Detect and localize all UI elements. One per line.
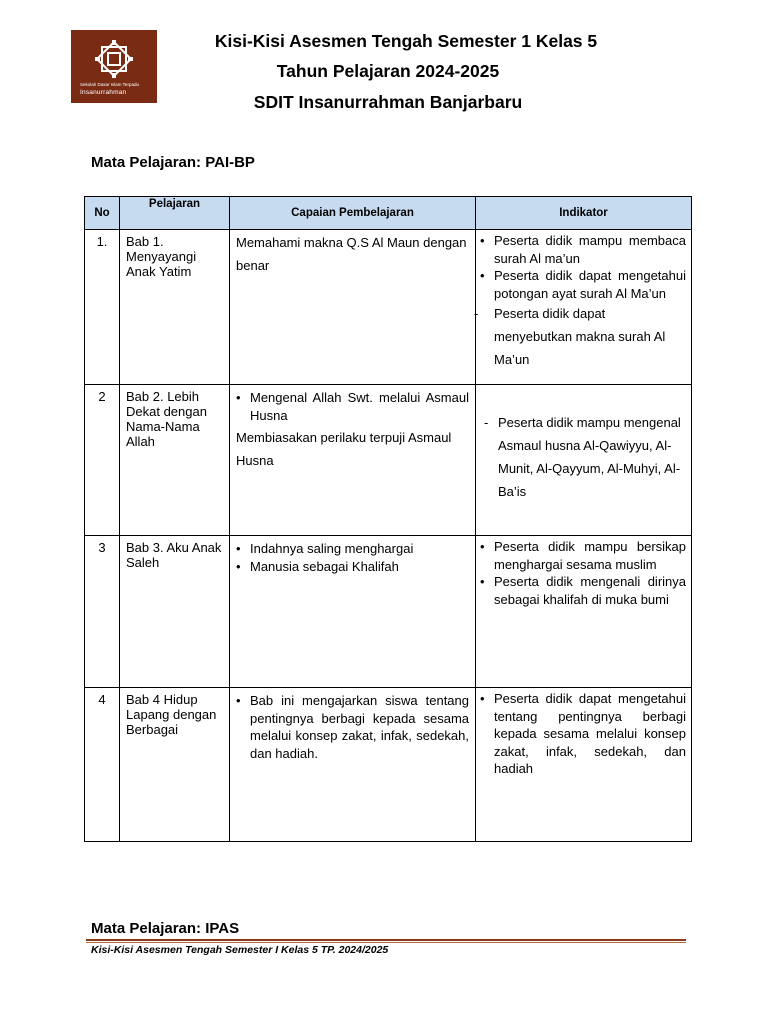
school-name: SDIT Insanurrahman Banjarbaru [253,92,523,112]
row-number: 2 [85,385,120,536]
header-indikator: Indikator [476,197,692,230]
capaian-text: Memahami makna Q.S Al Maun dengan benar [236,235,467,273]
indikator-item: • Peserta didik mampu bersikap menghargai sesama muslim [480,538,686,573]
table-row [85,536,692,688]
subject-heading-ipas: Mata Pelajaran: IPAS [91,920,240,937]
academic-year: Tahun Pelajaran 2024-2025 [276,61,500,81]
row-indikator [476,385,692,536]
kisi-table [84,196,692,842]
row-pelajaran: Bab 2. Lebih Dekat dengan Nama-Nama Allah [120,385,230,536]
row-number: 3 [85,536,120,688]
footer-rule [86,939,686,941]
indikator-dash-item: - Peserta didik mampu mengenal Asmaul husna Al-Qawiyyu, Al-Munit, Al-Qayyum, Al-Muhyi, Al-Ba’is [484,415,681,499]
header-capaian: Capaian Pembelajaran [230,197,476,230]
header-no: No [85,197,120,230]
table-row [85,385,692,536]
capaian-text: Membiasakan perilaku terpuji Asmaul Husna [236,430,452,468]
table-row [85,688,692,842]
school-logo [71,30,157,103]
indikator-item: • Peserta didik mengenali dirinya sebagai khalifah di muka bumi [480,573,686,608]
indikator-dash-item: - Peserta didik dapat menyebutkan makna surah Al Ma’un [474,306,666,367]
footer-rule-thin [86,942,686,943]
row-pelajaran: Bab 3. Aku Anak Saleh [120,536,230,688]
capaian-item: • Indahnya saling menghargai [236,540,469,558]
row-number: 4 [85,688,120,842]
indikator-item: • Peserta didik dapat mengetahui tentang pentingnya berbagi kepada sesama melalui konsep zakat, infak, sedekah, dan hadiah [480,690,686,778]
logo-tagline: Sekolah Dasar Islam Terpadu [80,82,139,87]
indikator-item: • Peserta didik dapat mengetahui potongan ayat surah Al Ma’un [480,267,686,302]
row-capaian [230,688,476,842]
header-pelajaran: Pelajaran [120,197,230,230]
row-pelajaran: Bab 4 Hidup Lapang dengan Berbagai [120,688,230,842]
row-indikator [476,536,692,688]
capaian-item: • Bab ini mengajarkan siswa tentang pentingnya berbagi kepada sesama melalui konsep zakat, infak, sedekah, dan hadiah. [236,692,469,762]
subject-heading-pai: Mata Pelajaran: PAI-BP [91,154,255,171]
table-header-row [85,197,692,230]
indikator-dash-text: Peserta didik dapat menyebutkan makna surah Al Ma’un [494,306,666,367]
row-number: 1. [85,230,120,385]
row-indikator [476,688,692,842]
capaian-item: • Mengenal Allah Swt. melalui Asmaul Husna [236,389,469,424]
row-indikator [476,230,692,385]
row-capaian [230,385,476,536]
row-capaian [230,230,476,385]
row-pelajaran: Bab 1. Menyayangi Anak Yatim [120,230,230,385]
row-capaian [230,536,476,688]
capaian-item: • Manusia sebagai Khalifah [236,558,469,576]
document-title: Kisi-Kisi Asesmen Tengah Semester 1 Kelas 5 [214,31,598,51]
logo-emblem-icon [91,38,137,80]
indikator-item: • Peserta didik mampu membaca surah Al ma’un [480,232,686,267]
logo-brand: Insanurrahman [80,89,127,96]
indikator-dash-text: Peserta didik mampu mengenal Asmaul husna Al-Qawiyyu, Al-Munit, Al-Qayyum, Al-Muhyi, Al-Ba’is [498,415,681,499]
page-footer: Kisi-Kisi Asesmen Tengah Semester I Kelas 5 TP. 2024/2025 [91,944,389,956]
table-row [85,230,692,385]
